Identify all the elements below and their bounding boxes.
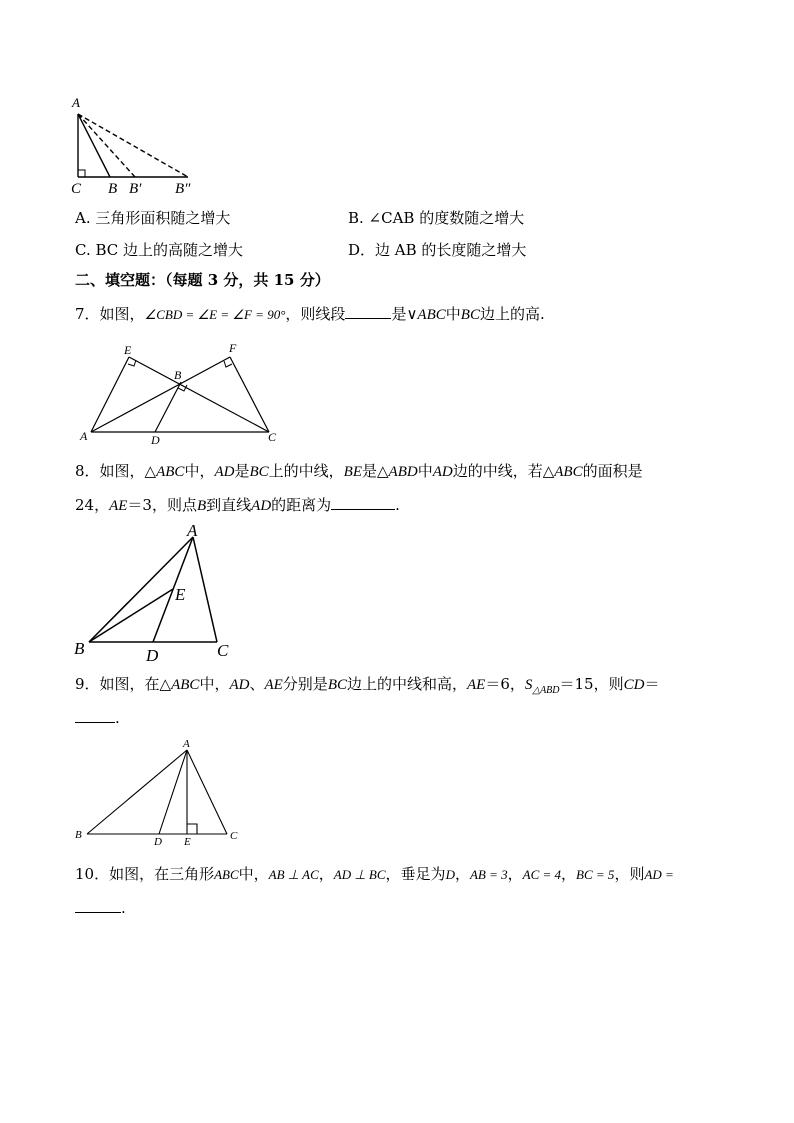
q9-text: 、 [249, 675, 265, 693]
q8-segment: AE [109, 498, 128, 514]
q8-text: 上的中线， [268, 462, 344, 480]
option-d: D．边 AB 的长度随之增大 [348, 241, 527, 259]
segment-FC [230, 357, 269, 432]
q9-text: 边上的中线和高， [346, 675, 467, 693]
q7-prefix: 7．如图， [75, 305, 145, 323]
segment-AD [159, 750, 187, 834]
q8-text: 中， [184, 462, 215, 480]
label-A: A [80, 429, 88, 443]
segment-BE [89, 589, 173, 642]
right-angle-mark [187, 824, 197, 834]
q9-triangle: ABC [171, 677, 200, 693]
label-A: A [72, 95, 80, 110]
q8-triangle: ABD [388, 464, 418, 480]
right-angle-mark [78, 170, 85, 177]
label-E: E [124, 343, 132, 357]
q10-triangle: ABC [214, 867, 239, 882]
question-7 [75, 302, 545, 325]
q9-text: . [115, 709, 120, 727]
q8-text: 边的中线，若△ [452, 462, 555, 480]
q9-text: ＝15，则 [559, 675, 624, 693]
label-E: E [184, 836, 191, 848]
q7-triangle: ABC [417, 307, 446, 323]
q10-condition: AB = 3 [469, 867, 508, 882]
label-E: E [175, 585, 186, 604]
q7-mid2: 中 [445, 305, 461, 323]
q8-text: 到直线 [206, 496, 252, 514]
label-D: D [146, 646, 159, 665]
q7-segment: BC [460, 307, 480, 323]
question-10-line-1 [75, 864, 674, 885]
q10-text: . [121, 899, 126, 917]
q9-text: 9．如图，在△ [75, 675, 172, 693]
label-B: B [74, 639, 85, 658]
q10-point: D [445, 867, 455, 882]
question-10-line-2 [75, 896, 126, 918]
q10-text: ， [507, 865, 523, 883]
q9-segment: AD [229, 677, 250, 693]
q10-text: ，则 [614, 865, 645, 883]
label-A: A [183, 738, 190, 750]
q10-text: 中， [238, 865, 269, 883]
label-B: B [75, 829, 82, 841]
q10-text: ，垂足为 [385, 865, 446, 883]
option-a: A. 三角形面积随之增大 [75, 209, 231, 227]
section-heading: 二、填空题：（每题 3 分，共 15 分） [75, 271, 330, 289]
label-B: B [108, 181, 118, 197]
segment-AB1-dashed [78, 114, 135, 177]
label-C: C [71, 181, 82, 197]
q7-end: 边上的高. [479, 305, 545, 323]
segment-DB [155, 382, 181, 432]
q7-condition: ∠CBD = ∠E = ∠F = 90° [144, 307, 286, 322]
label-C: C [268, 430, 277, 444]
q8-text: ＝3，则点 [127, 496, 197, 514]
q10-text: 10．如图，在三角形 [75, 865, 215, 883]
label-A: A [187, 521, 198, 540]
q8-segment: BC [249, 464, 269, 480]
figure-q7 [75, 340, 290, 450]
q7-after: 是∨ [391, 305, 418, 323]
label-F: F [229, 341, 237, 355]
q8-text: 的面积是 [582, 462, 643, 480]
label-C: C [230, 830, 238, 842]
right-angle-mark-E [128, 360, 136, 366]
label-D: D [154, 836, 162, 848]
q8-segment: AD [251, 498, 272, 514]
segment-AC [187, 750, 227, 834]
figure-q8 [70, 520, 245, 665]
q9-segment: AE [467, 677, 486, 693]
label-C: C [217, 641, 229, 660]
q8-point: B [196, 498, 207, 514]
label-B-double-prime: B″ [175, 181, 191, 197]
q8-segment: AD [432, 464, 453, 480]
question-8-line-1 [75, 461, 643, 482]
q9-area-subscript: △ABD [532, 685, 560, 696]
option-c: C. BC 边上的高随之增大 [75, 241, 244, 259]
q10-answer-blank[interactable] [75, 896, 121, 913]
right-angle-mark-F [224, 361, 232, 367]
q10-text: ， [454, 865, 470, 883]
question-9-line-2 [75, 706, 120, 728]
q9-text: ＝ [644, 675, 660, 693]
q9-text: 分别是 [282, 675, 328, 693]
q10-condition: AD ⊥ BC [333, 867, 386, 882]
q10-text: ， [561, 865, 577, 883]
question-8-line-2 [75, 493, 400, 516]
label-D: D [151, 433, 160, 447]
q8-text: 中 [417, 462, 433, 480]
q9-text: 中， [199, 675, 230, 693]
option-b: B. ∠CAB 的度数随之增大 [348, 209, 525, 227]
label-B-prime: B′ [129, 181, 142, 197]
q9-segment: AE [264, 677, 283, 693]
q8-triangle: ABC [156, 464, 185, 480]
q10-segment: AD = [644, 867, 674, 882]
q10-condition: BC = 5 [576, 867, 615, 882]
q7-answer-blank[interactable] [345, 302, 391, 319]
figure-q9 [70, 735, 245, 850]
q9-text: ＝6， [485, 675, 525, 693]
q10-text: ， [318, 865, 334, 883]
q8-text: 是 [234, 462, 250, 480]
segment-AE [91, 357, 129, 432]
q8-text: 8．如图，△ [75, 462, 157, 480]
label-B: B [174, 368, 182, 382]
q7-mid: ，则线段 [285, 305, 346, 323]
segment-EC [129, 357, 269, 432]
q8-text: 的距离为 [271, 496, 332, 514]
q9-segment: BC [327, 677, 347, 693]
segment-AB [87, 750, 187, 834]
q8-segment: BE [343, 464, 362, 480]
q8-segment: AD [214, 464, 235, 480]
q9-segment: CD [623, 677, 645, 693]
q9-area-symbol: S [524, 677, 533, 693]
q10-condition: AB ⊥ AC [268, 867, 319, 882]
figure-q6 [60, 92, 210, 197]
q8-answer-blank[interactable] [331, 493, 395, 510]
q9-answer-blank[interactable] [75, 706, 115, 723]
q8-text: 是△ [361, 462, 389, 480]
q10-condition: AC = 4 [522, 867, 562, 882]
q8-text: 24， [75, 496, 110, 514]
q8-text: . [395, 496, 400, 514]
segment-AC [193, 537, 217, 642]
question-9-line-1 [75, 674, 659, 701]
q8-triangle: ABC [554, 464, 583, 480]
